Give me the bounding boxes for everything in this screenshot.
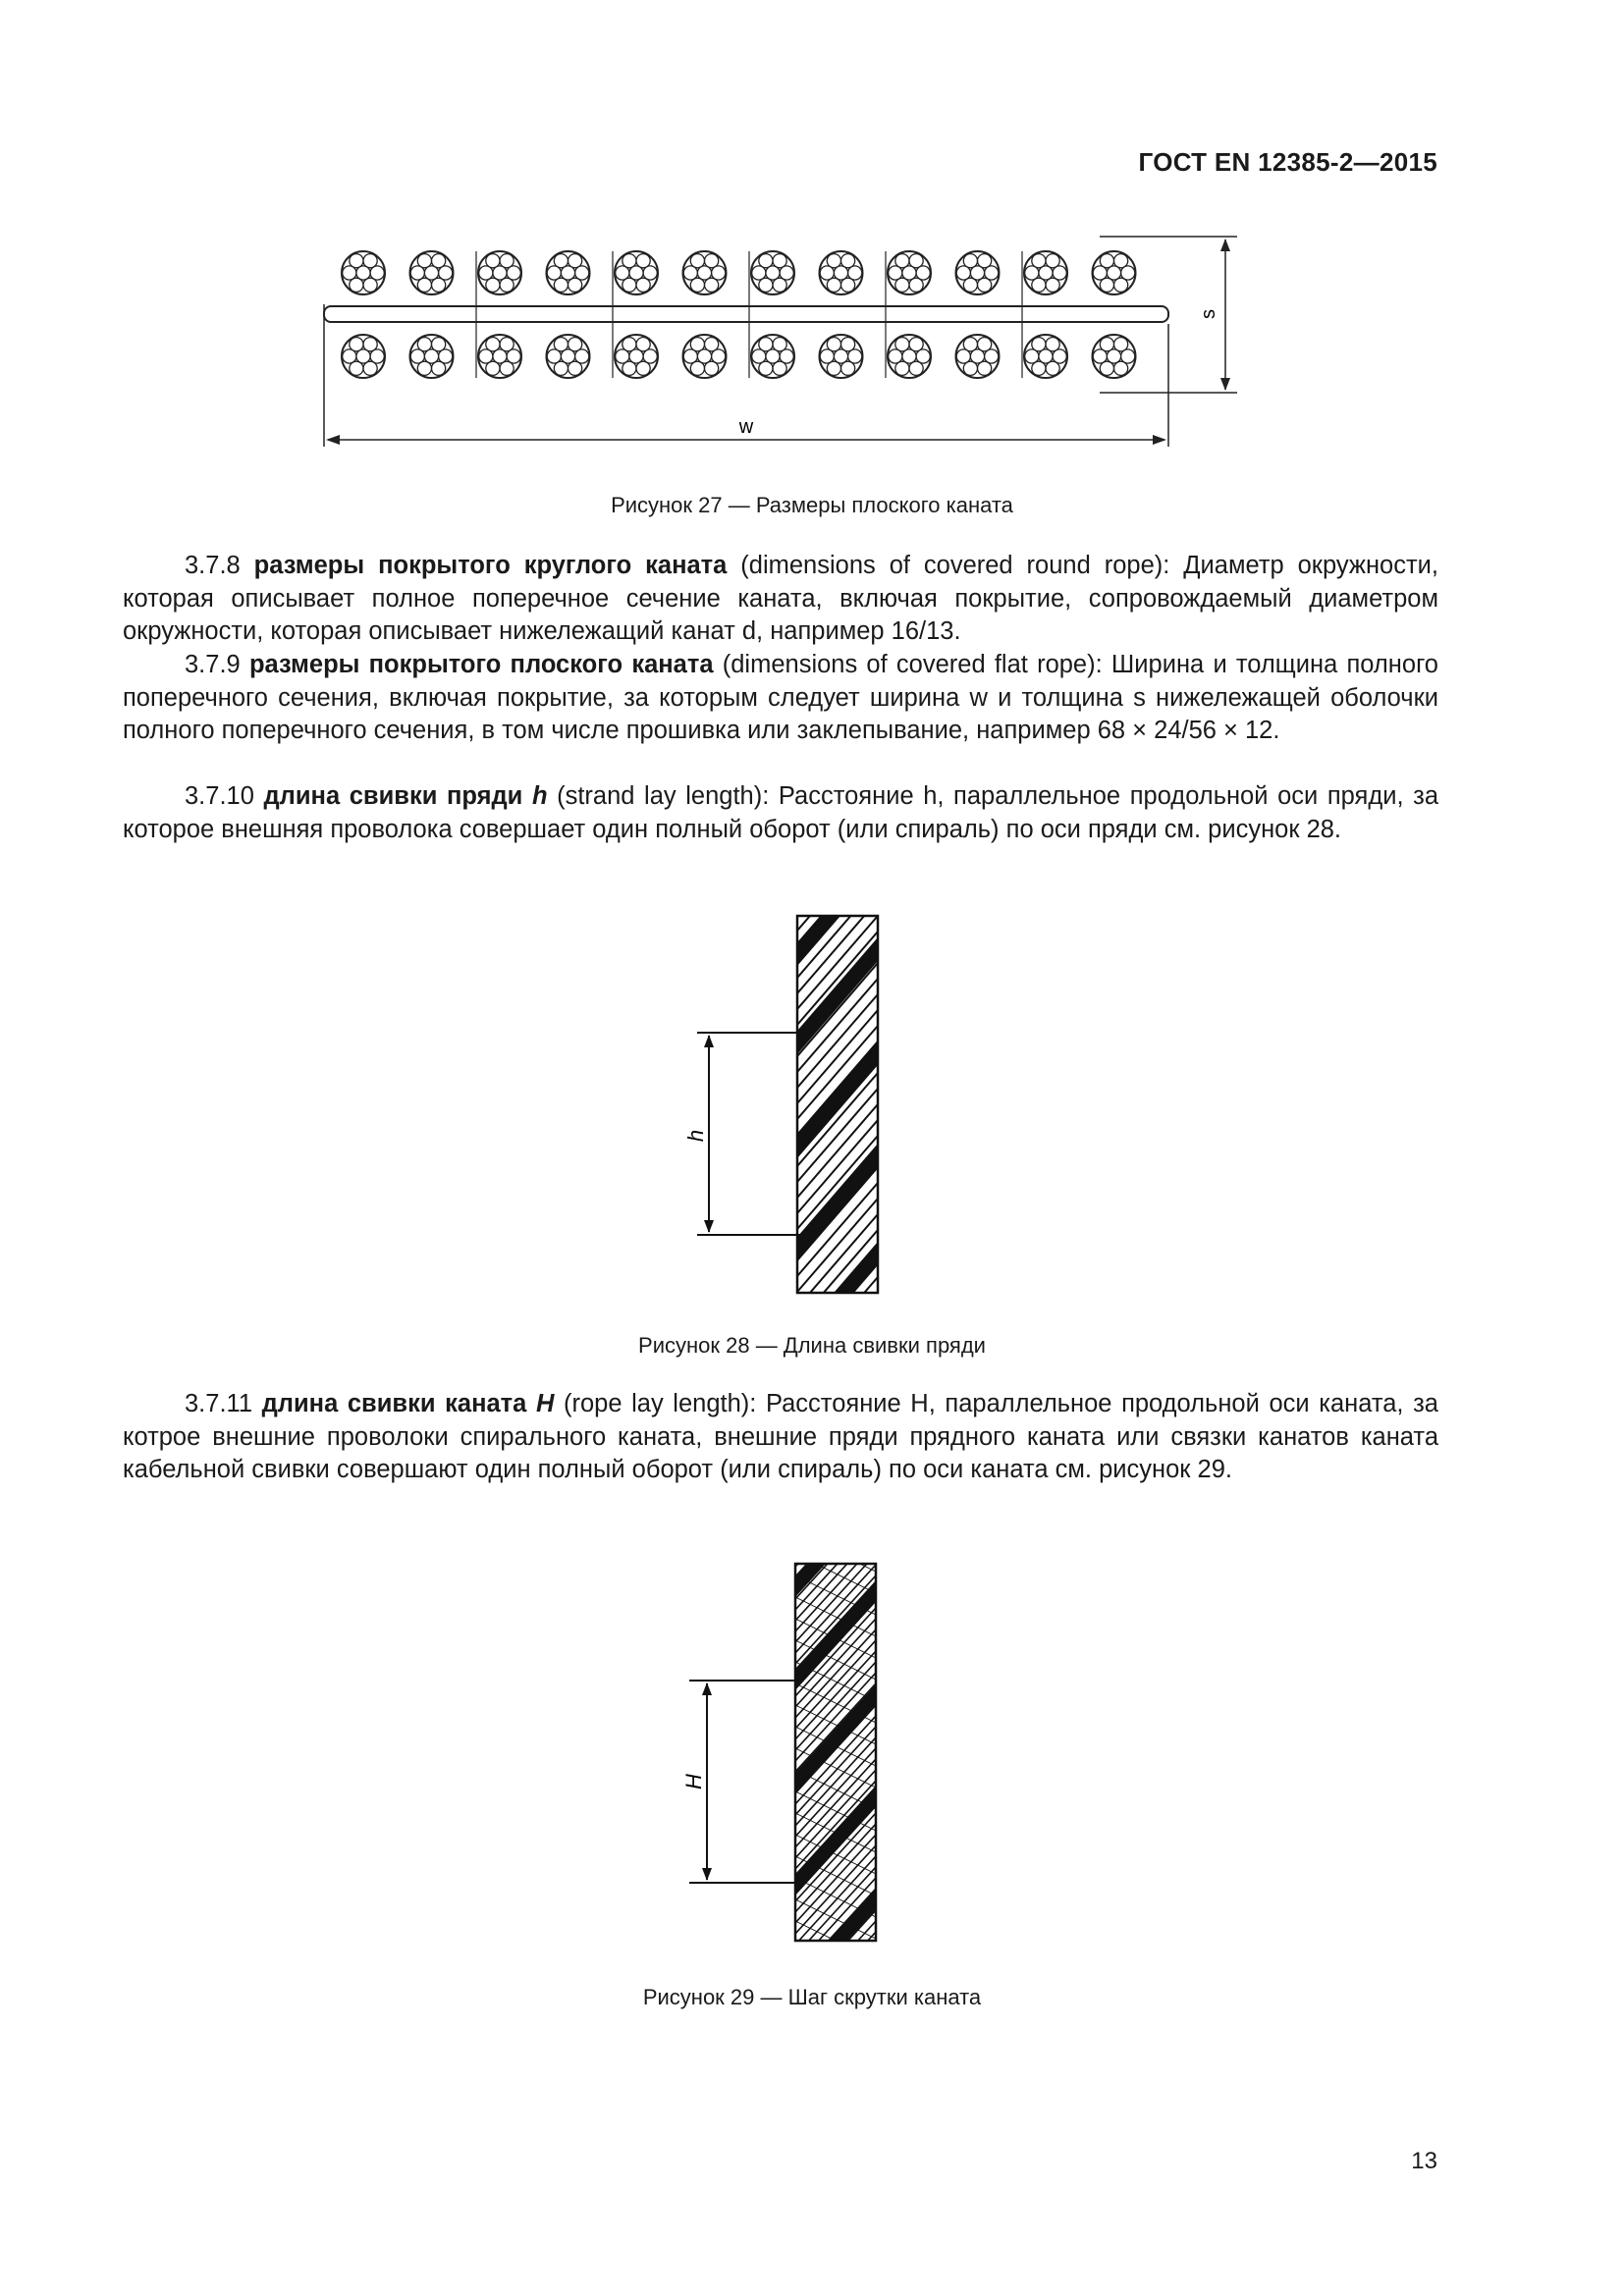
strand-cross-section xyxy=(615,335,658,378)
strand-cross-section xyxy=(956,335,1000,378)
figure-27-caption: Рисунок 27 — Размеры плоского каната xyxy=(611,493,1013,517)
section-definition: Диаметр окружности, которая описывает полное поперечное сечение каната, включая покрытие, сопровождаемый диаметром окружности, которая описывает нижележащий канат d, например 16/13. xyxy=(123,552,1438,645)
section-term: длина свивки каната H xyxy=(261,1390,555,1417)
section-3-7-8 xyxy=(123,550,1438,649)
section-number: 3.7.8 xyxy=(185,552,241,579)
document-code: ГОСТ EN 12385-2—2015 xyxy=(1138,147,1437,177)
section-definition: Ширина и толщина полного поперечного сечения, включая покрытие, за которым следует ширина w и толщина s нижележащей оболочки полного поперечного сечения, в том числе прошивка или заклепывание, например 68 × 24/56 × 12. xyxy=(123,651,1438,744)
strand-cross-section xyxy=(683,251,727,294)
dimension-label-s: s xyxy=(1198,309,1219,319)
strand-cross-section xyxy=(478,335,521,378)
strand-cross-section xyxy=(547,335,590,378)
term-symbol: H xyxy=(535,1390,555,1417)
strand-cross-section xyxy=(956,251,1000,294)
strand-cross-section xyxy=(751,251,794,294)
section-3-7-10 xyxy=(123,780,1438,846)
flat-rope-diagram xyxy=(295,221,1276,466)
section-term: размеры покрытого плоского каната xyxy=(248,651,714,678)
strand-cross-section xyxy=(683,335,727,378)
section-3-7-9 xyxy=(123,649,1438,748)
figure-27 xyxy=(295,221,1276,466)
stitching-band xyxy=(324,306,1168,322)
strand-cross-section xyxy=(342,335,385,378)
section-number: 3.7.9 xyxy=(185,651,241,678)
strand-cross-section xyxy=(888,251,931,294)
section-number: 3.7.11 xyxy=(185,1390,253,1417)
figure-29 xyxy=(668,1556,923,1949)
strand-cross-section xyxy=(888,335,931,378)
rope-body xyxy=(795,1556,876,1949)
strand-cross-section xyxy=(1024,335,1067,378)
strand-cross-section xyxy=(410,335,454,378)
rope-lay-diagram xyxy=(668,1556,923,1949)
section-term-en: (dimensions of covered flat rope): xyxy=(722,651,1103,678)
figure-29-caption: Рисунок 29 — Шаг скрутки каната xyxy=(642,1985,982,2009)
section-term-en: (strand lay length): xyxy=(557,782,770,810)
strand-cross-section xyxy=(820,251,863,294)
strand-cross-section xyxy=(1093,335,1136,378)
section-term-en: (dimensions of covered round rope): xyxy=(740,552,1170,579)
section-number: 3.7.10 xyxy=(185,782,254,810)
section-definition: Расстояние H, параллельное продольной оси каната, за котрое внешние проволоки спирального каната, внешние пряди прядного каната или связки канатов каната кабельной свивки совершают один полный оборот (или спираль) по оси каната см. рисунок 29. xyxy=(123,1390,1438,1483)
strand-cross-section xyxy=(410,251,454,294)
figure-28-caption: Рисунок 28 — Длина свивки пряди xyxy=(638,1333,986,1358)
strand-cross-section xyxy=(1093,251,1136,294)
section-term-en: (rope lay length): xyxy=(563,1390,757,1417)
strand-cross-section xyxy=(751,335,794,378)
dimension-label-h: h xyxy=(683,1129,708,1143)
strand-cross-section xyxy=(615,251,658,294)
strand-lay-diagram xyxy=(668,908,923,1301)
section-term: длина свивки пряди h xyxy=(263,782,548,810)
section-term: размеры покрытого круглого каната xyxy=(253,552,728,579)
section-3-7-11 xyxy=(123,1388,1438,1487)
strand-cross-section xyxy=(820,335,863,378)
strand-cross-section xyxy=(478,251,521,294)
dimension-label-w: w xyxy=(738,416,754,438)
section-definition: Расстояние h, параллельное продольной оси пряди, за которое внешняя проволока совершает один полный оборот (или спираль) по оси пряди см. рисунок 28. xyxy=(123,782,1439,843)
strand-cross-section xyxy=(547,251,590,294)
strand-cross-section xyxy=(1024,251,1067,294)
dimension-label-H: H xyxy=(681,1774,706,1789)
strand-body xyxy=(797,908,878,1301)
term-symbol: h xyxy=(531,782,548,810)
page-number: 13 xyxy=(1411,2148,1437,2174)
strand-cross-section xyxy=(342,251,385,294)
figure-28 xyxy=(668,908,923,1301)
